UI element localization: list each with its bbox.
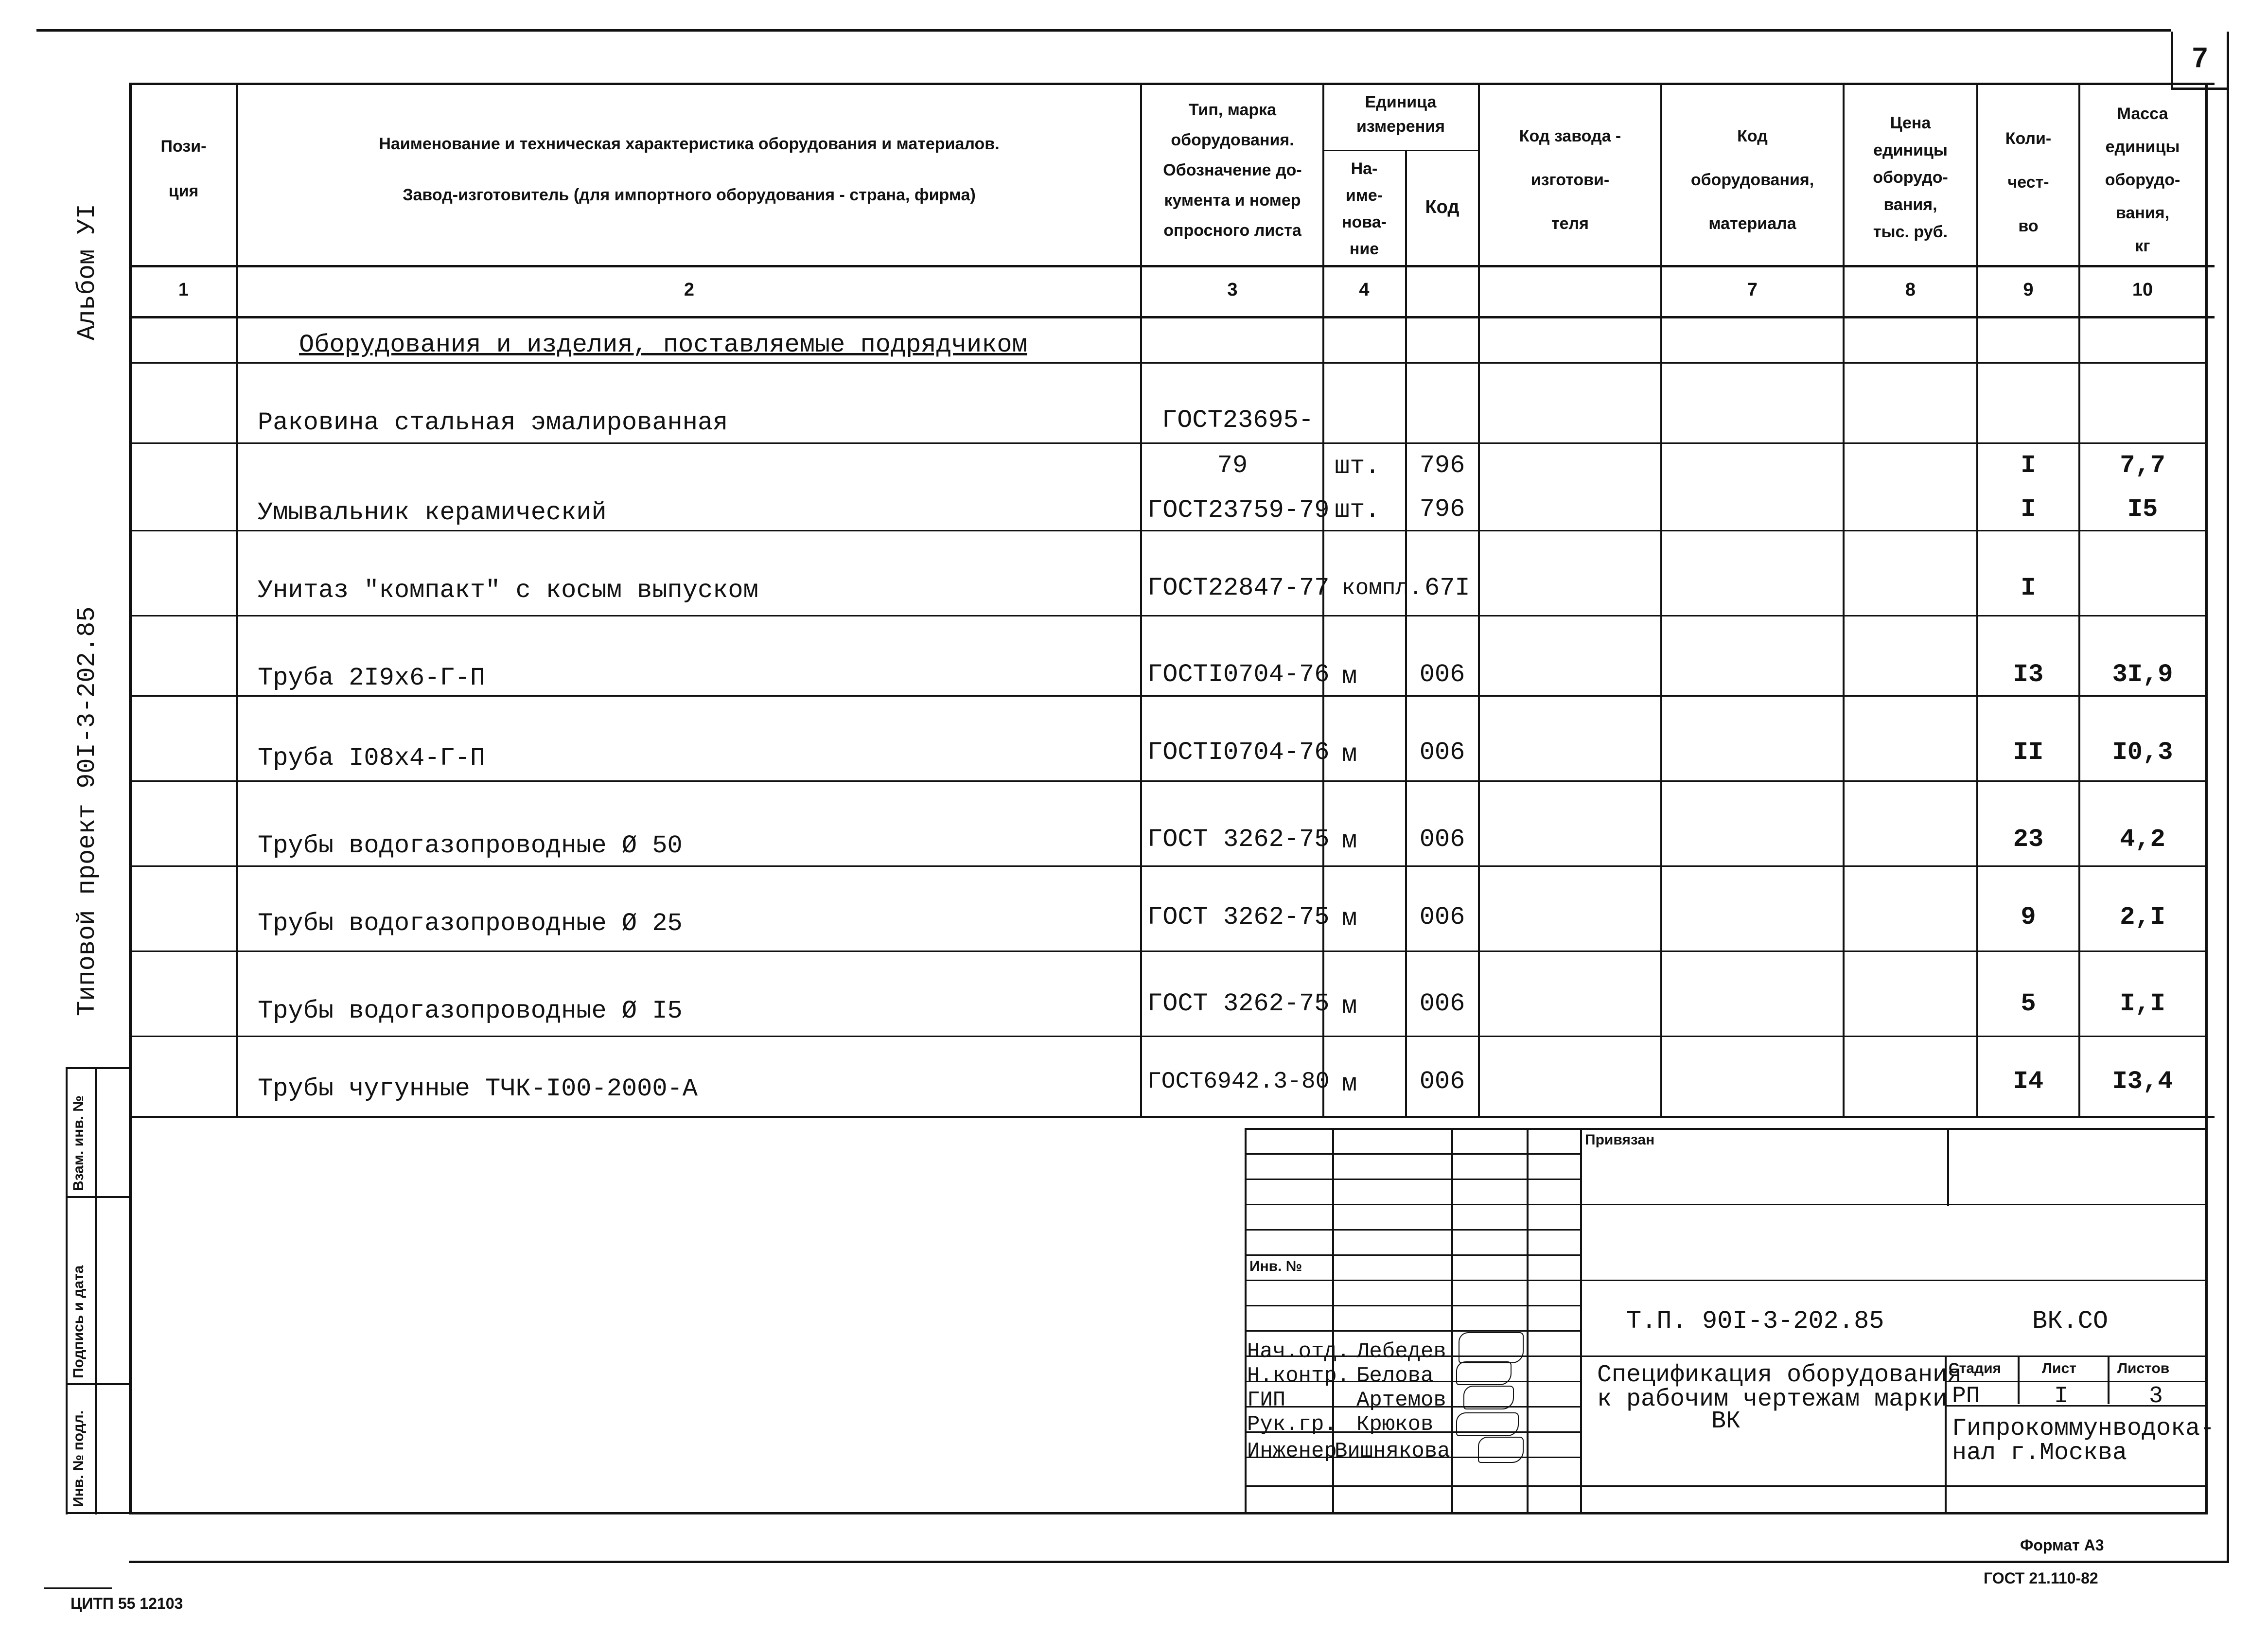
table-top-line: [129, 83, 2215, 85]
project-label: Типовой проект 90I-3-202.85: [73, 606, 102, 1016]
sign-name: Белова: [1356, 1364, 1434, 1388]
handwritten-signature: [1456, 1412, 1519, 1436]
stage-label: Стадия: [1949, 1360, 2002, 1376]
sign-role: ГИП: [1247, 1388, 1286, 1412]
row-line: [129, 865, 2207, 867]
stamp-label-vzam: Взам. инв. №: [70, 1095, 87, 1191]
col4b-header: Код: [1425, 197, 1459, 217]
item-name: Труба I08х4-Г-П: [258, 744, 486, 773]
col1-header: Пози- ция: [160, 137, 207, 200]
sheet-number: 7: [2192, 42, 2208, 73]
sign-role: Инженер: [1247, 1439, 1337, 1463]
item-unit: м: [1342, 1070, 1357, 1098]
doc-title-line2: к рабочим чертежам марки: [1597, 1386, 1948, 1413]
row-line: [129, 780, 2207, 782]
stamp-row: [66, 1383, 131, 1385]
item-doc: 79: [1217, 451, 1248, 480]
stamp-col-left: [66, 1067, 68, 1514]
tb-row: [1245, 1305, 1580, 1306]
item-name: Трубы чугунные ТЧК-I00-2000-А: [258, 1074, 698, 1103]
item-unit: м: [1342, 992, 1357, 1021]
col-number-10: 10: [2132, 280, 2153, 300]
drawing-mark: ВК.СО: [2032, 1307, 2109, 1336]
item-code: 006: [1419, 825, 1465, 854]
item-mass: I,I: [2120, 989, 2165, 1018]
item-name: Трубы водогазопроводные Ø I5: [258, 997, 683, 1025]
item-mass: I3,4: [2112, 1067, 2173, 1096]
col-number-1: 1: [178, 280, 189, 300]
stamp-col-mid: [95, 1067, 97, 1514]
col8-header: Цена единицы оборудо- вания, тыс. руб.: [1873, 114, 1948, 241]
frame-right-line: [2205, 83, 2208, 1514]
stamp-label-inv: Инв. № подл.: [70, 1410, 87, 1507]
doc-title-line3: ВК: [1711, 1408, 1741, 1435]
footer-left-dash: [44, 1587, 112, 1589]
handwritten-signature: [1478, 1437, 1524, 1463]
item-mass: 2,I: [2120, 903, 2165, 932]
col-number-8: 8: [1905, 280, 1916, 300]
item-unit: компл.: [1342, 576, 1423, 601]
row-line: [129, 695, 2207, 697]
item-unit: м: [1342, 904, 1357, 933]
item-doc: ГОСТI0704-76: [1147, 660, 1330, 689]
tb-stage-split-2: [2108, 1355, 2110, 1404]
item-code: 006: [1419, 903, 1465, 932]
item-unit: м: [1342, 662, 1357, 691]
tb-row: [1245, 1254, 1580, 1256]
frame-inner-bottom-line: [129, 1512, 2207, 1514]
tb-bottom-line: [1580, 1485, 2205, 1487]
col7-header: Код оборудования, материала: [1690, 127, 1814, 233]
tb-row: [1245, 1280, 2205, 1281]
handwritten-signature: [1456, 1361, 1512, 1385]
sign-name: Артемов: [1356, 1388, 1446, 1412]
tb-stage-row: [1945, 1381, 2205, 1382]
sheet-value: I: [2054, 1383, 2068, 1409]
item-doc: ГОСТ6942.3-80: [1147, 1069, 1330, 1095]
item-code: 006: [1419, 989, 1465, 1018]
row-line: [129, 1036, 2207, 1037]
sheet-label: Лист: [2042, 1360, 2076, 1376]
col3-header: Тип, марка оборудования. Обозначение до- кумента и номер опросного листа: [1163, 101, 1302, 240]
table-header-bottom-line: [129, 265, 2215, 267]
tb-col-b: [1451, 1128, 1453, 1512]
item-code: 67I: [1424, 574, 1470, 602]
item-name: Раковина стальная эмалированная: [258, 408, 728, 437]
row-line: [129, 362, 2207, 364]
item-code: 796: [1419, 495, 1465, 524]
item-doc: ГОСТ22847-77: [1147, 574, 1330, 602]
unit-group-split-line: [1322, 150, 1479, 151]
doc-title-line1: Спецификация оборудования: [1597, 1361, 1962, 1389]
item-name: Трубы водогазопроводные Ø 50: [258, 831, 683, 860]
col2-header-line1: Наименование и техническая характеристика оборудования и материалов.: [379, 135, 1000, 153]
tb-row: [1245, 1204, 2205, 1205]
album-label: Альбом УI: [73, 204, 102, 340]
item-name: Умывальник керамический: [258, 498, 607, 527]
item-mass: 3I,9: [2112, 660, 2173, 689]
item-qty: 5: [2021, 989, 2036, 1018]
stage-value: РП: [1952, 1383, 1980, 1409]
item-doc: ГОСТ 3262-75: [1147, 825, 1330, 854]
item-unit: м: [1342, 827, 1357, 855]
item-name: Унитаз "компакт" с косым выпуском: [258, 576, 758, 605]
item-qty: 23: [2013, 825, 2044, 854]
footer-stamp: ЦИТП 55 12103: [70, 1595, 183, 1612]
org-line1: Гипрокоммунводока-: [1952, 1415, 2215, 1443]
item-code: 796: [1419, 451, 1465, 480]
col-number-3: 3: [1227, 280, 1238, 300]
sheets-value: 3: [2149, 1383, 2163, 1409]
stamp-label-sign: Подпись и дата: [70, 1265, 87, 1378]
sign-name: Крюков: [1356, 1412, 1434, 1437]
col5-header: Код завода - изготови- теля: [1519, 127, 1621, 233]
stamp-row-top: [66, 1067, 131, 1069]
frame-bottom-line: [129, 1561, 2229, 1563]
item-qty: I4: [2013, 1067, 2044, 1096]
tb-stage-split-1: [2018, 1355, 2020, 1404]
item-qty: I: [2021, 451, 2036, 480]
item-mass: I0,3: [2112, 738, 2173, 767]
gost-label: ГОСТ 21.110-82: [1984, 1569, 2098, 1587]
tb-row: [1245, 1153, 1580, 1155]
tb-privyazan-split: [1947, 1128, 1949, 1206]
handwritten-signature: [1463, 1386, 1514, 1409]
item-name: Труба 2I9х6-Г-П: [258, 664, 486, 692]
tb-top-line: [1245, 1128, 2205, 1130]
table-colnum-bottom-line: [129, 316, 2215, 318]
row-line: [129, 442, 2207, 444]
col4-group-header: Единица измерения: [1356, 93, 1445, 136]
item-code: 006: [1419, 738, 1465, 767]
item-qty: I: [2021, 495, 2036, 524]
tb-row: [1245, 1179, 1580, 1180]
col9-header: Коли- чест- во: [2005, 129, 2052, 235]
org-line2: нал г.Москва: [1952, 1439, 2127, 1467]
inv-no-label: Инв. №: [1249, 1258, 1302, 1274]
col-line-2: [1140, 83, 1142, 1118]
item-doc: ГОСТ23759-79: [1147, 496, 1330, 525]
tb-stage-row: [1945, 1405, 2205, 1407]
item-qty: II: [2013, 738, 2044, 767]
stamp-row-bottom: [66, 1512, 131, 1514]
item-unit: шт.: [1335, 496, 1380, 525]
col-number-4: 4: [1359, 280, 1370, 300]
sign-role: Н.контр.: [1247, 1364, 1350, 1388]
table-bottom-line: [129, 1116, 2215, 1118]
item-code: 006: [1419, 660, 1465, 689]
sign-name: Лебедев: [1356, 1339, 1446, 1364]
tb-row: [1245, 1229, 1580, 1231]
row-line: [129, 530, 2207, 531]
section-title: Оборудования и изделия, поставляемые подрядчиком: [299, 331, 1027, 359]
col-line-1: [236, 83, 238, 1118]
col4a-header: На- име- нова- ние: [1342, 159, 1387, 258]
col10-header: Масса единицы оборудо- вания, кг: [2105, 105, 2180, 255]
item-doc: ГОСТ 3262-75: [1147, 989, 1330, 1018]
tb-row: [1245, 1485, 1580, 1487]
item-doc: ГОСТ23695-: [1162, 406, 1314, 435]
sign-role: Нач.отд.: [1247, 1339, 1350, 1364]
sheet-number-box-right: [2227, 32, 2229, 1563]
item-qty: 9: [2021, 903, 2036, 932]
format-label: Формат А3: [2020, 1536, 2104, 1554]
col2-header-line2: Завод-изготовитель (для импортного оборудования - страна, фирма): [403, 186, 976, 204]
tb-col-d: [1580, 1128, 1582, 1512]
col-number-2: 2: [684, 280, 695, 300]
privyazan-label: Привязан: [1585, 1132, 1655, 1148]
item-qty: I: [2021, 574, 2036, 602]
col-line-4a: [1405, 151, 1407, 1118]
item-mass: I5: [2127, 495, 2158, 524]
item-doc: ГОСТ 3262-75: [1147, 903, 1330, 932]
tb-left-line: [1245, 1128, 1247, 1512]
project-code: Т.П. 90I-3-202.85: [1626, 1307, 1884, 1336]
item-mass: 4,2: [2120, 825, 2165, 854]
item-doc: ГОСТI0704-76: [1147, 738, 1330, 767]
item-code: 006: [1419, 1067, 1465, 1096]
item-unit: м: [1342, 740, 1357, 769]
handwritten-signature: [1459, 1332, 1524, 1363]
row-line: [129, 951, 2207, 952]
sheet-number-box-bottom: [2171, 88, 2229, 90]
row-line: [129, 615, 2207, 616]
sheets-label: Листов: [2117, 1360, 2170, 1376]
top-border-line: [36, 29, 2171, 32]
item-qty: I3: [2013, 660, 2044, 689]
sign-name: Вишнякова: [1335, 1439, 1450, 1463]
item-mass: 7,7: [2120, 451, 2165, 480]
sign-role: Рук.гр.: [1247, 1412, 1337, 1437]
tb-col-c: [1527, 1128, 1529, 1512]
col-number-9: 9: [2023, 280, 2034, 300]
stamp-row: [66, 1196, 131, 1198]
col-number-7: 7: [1747, 280, 1758, 300]
item-name: Трубы водогазопроводные Ø 25: [258, 909, 683, 938]
item-unit: шт.: [1335, 452, 1380, 481]
tb-row: [1245, 1330, 1580, 1332]
